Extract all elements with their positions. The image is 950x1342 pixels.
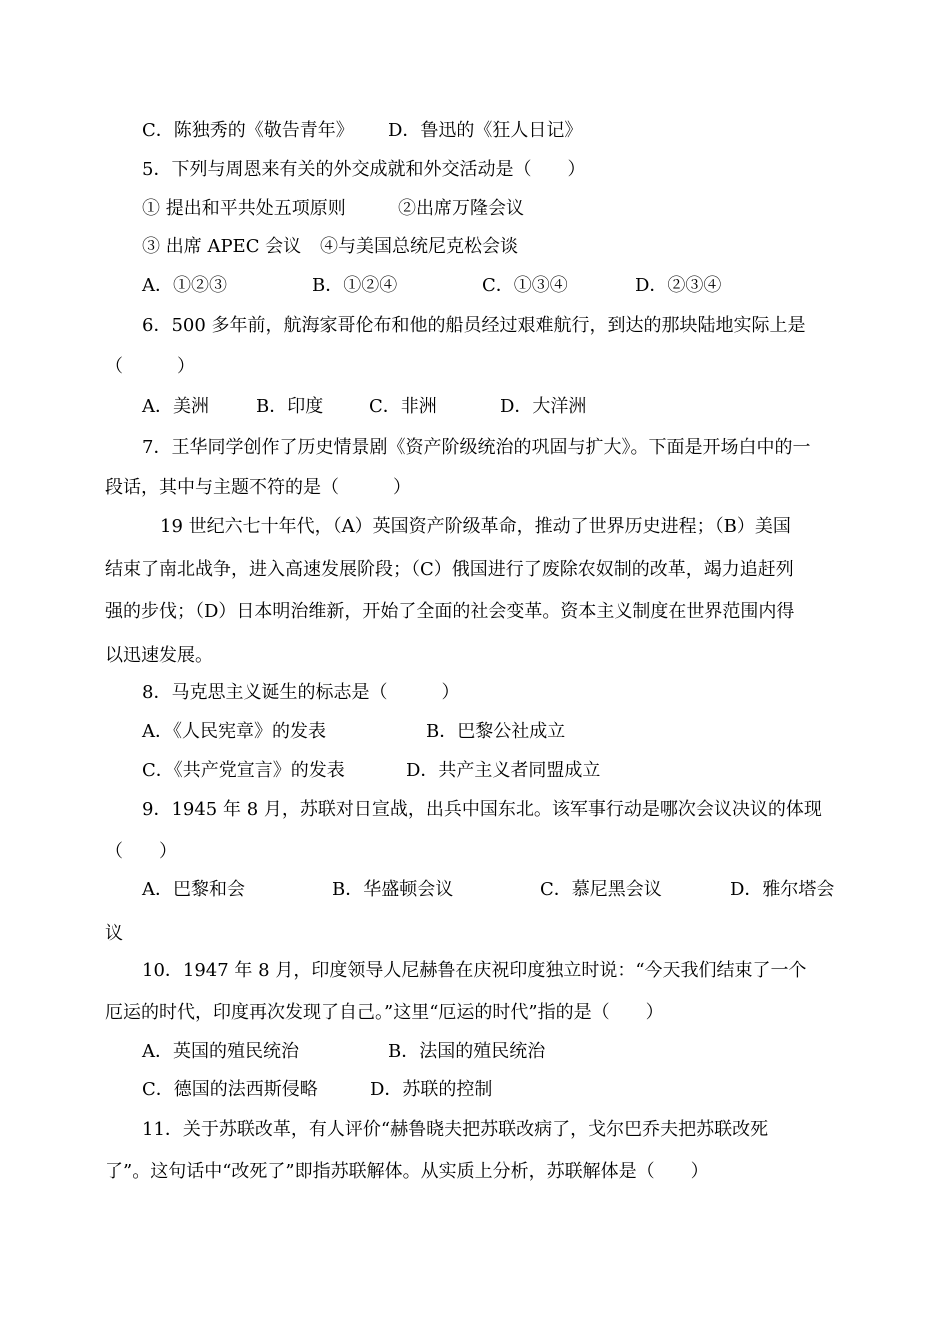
q8-option-d: D．共产主义者同盟成立 [406, 760, 601, 781]
q7-stem-line-1: 7．王华同学创作了历史情景剧《资产阶级统治的巩固与扩大》。下面是开场白中的一 [142, 437, 811, 458]
q10-stem-line-2: 厄运的时代，印度再次发现了自己。”这里“厄运的时代”指的是（ ） [105, 1002, 664, 1023]
q10-option-c: C．德国的法西斯侵略 [142, 1079, 318, 1100]
q9-stem-line-2: （ ） [105, 841, 177, 862]
q8-option-b: B．巴黎公社成立 [426, 721, 566, 742]
q10-option-a: A．英国的殖民统治 [142, 1041, 299, 1062]
q5-option-b: B．①②④ [312, 275, 398, 296]
q11-stem-line-1: 11．关于苏联改革，有人评价“赫鲁晓夫把苏联改病了，戈尔巴乔夫把苏联改死 [142, 1119, 769, 1140]
q8-stem: 8．马克思主义诞生的标志是（ ） [142, 682, 460, 703]
q9-stem-line-1: 9．1945 年 8 月，苏联对日宣战，出兵中国东北。该军事行动是哪次会议决议的体现 [142, 799, 822, 820]
q5-item-3: ③ 出席 APEC 会议 [142, 236, 302, 257]
q6-option-a: A．美洲 [142, 396, 209, 417]
q6-option-c: C．非洲 [369, 396, 437, 417]
q9-option-d: D．雅尔塔会 [730, 879, 835, 900]
q9-option-a: A．巴黎和会 [142, 879, 245, 900]
q5-stem: 5．下列与周恩来有关的外交成就和外交活动是（ ） [142, 159, 586, 180]
q4-option-d: D．鲁迅的《狂人日记》 [388, 120, 583, 141]
q9-option-d-wrap: 议 [105, 923, 123, 944]
q5-option-c: C．①③④ [482, 275, 568, 296]
q7-passage-line-2: 结束了南北战争，进入高速发展阶段；（C）俄国进行了废除农奴制的改革，竭力追赶列 [105, 559, 794, 580]
q8-option-a: A．《人民宪章》的发表 [142, 721, 326, 742]
q6-stem-line-2: （ ） [105, 356, 195, 377]
q6-option-b: B．印度 [256, 396, 324, 417]
q4-option-c: C．陈独秀的《敬告青年》 [142, 120, 354, 141]
q5-option-a: A．①②③ [142, 275, 227, 296]
q9-option-b: B．华盛顿会议 [332, 879, 454, 900]
q6-option-d: D．大洋洲 [500, 396, 587, 417]
q9-option-c: C．慕尼黑会议 [540, 879, 662, 900]
q8-option-c: C．《共产党宣言》的发表 [142, 760, 345, 781]
q7-stem-line-2: 段话，其中与主题不符的是（ ） [105, 477, 411, 498]
q5-option-d: D．②③④ [635, 275, 722, 296]
q10-option-d: D．苏联的控制 [370, 1079, 493, 1100]
q11-stem-line-2: 了”。这句话中“改死了”即指苏联解体。从实质上分析，苏联解体是（ ） [105, 1161, 709, 1182]
q7-passage-line-3: 强的步伐；（D）日本明治维新，开始了全面的社会变革。资本主义制度在世界范围内得 [105, 601, 795, 622]
q7-passage-line-4: 以迅速发展。 [105, 645, 213, 666]
q7-passage-line-1: 19 世纪六七十年代，（A）英国资产阶级革命，推动了世界历史进程；（B）美国 [160, 516, 791, 537]
q10-option-b: B．法国的殖民统治 [388, 1041, 546, 1062]
q6-stem-line-1: 6．500 多年前，航海家哥伦布和他的船员经过艰难航行，到达的那块陆地实际上是 [142, 315, 806, 336]
q5-item-4: ④与美国总统尼克松会谈 [320, 236, 518, 257]
q5-item-2: ②出席万隆会议 [398, 198, 524, 219]
q10-stem-line-1: 10．1947 年 8 月，印度领导人尼赫鲁在庆祝印度独立时说：“今天我们结束了一个 [142, 960, 807, 981]
q5-item-1: ① 提出和平共处五项原则 [142, 198, 346, 219]
